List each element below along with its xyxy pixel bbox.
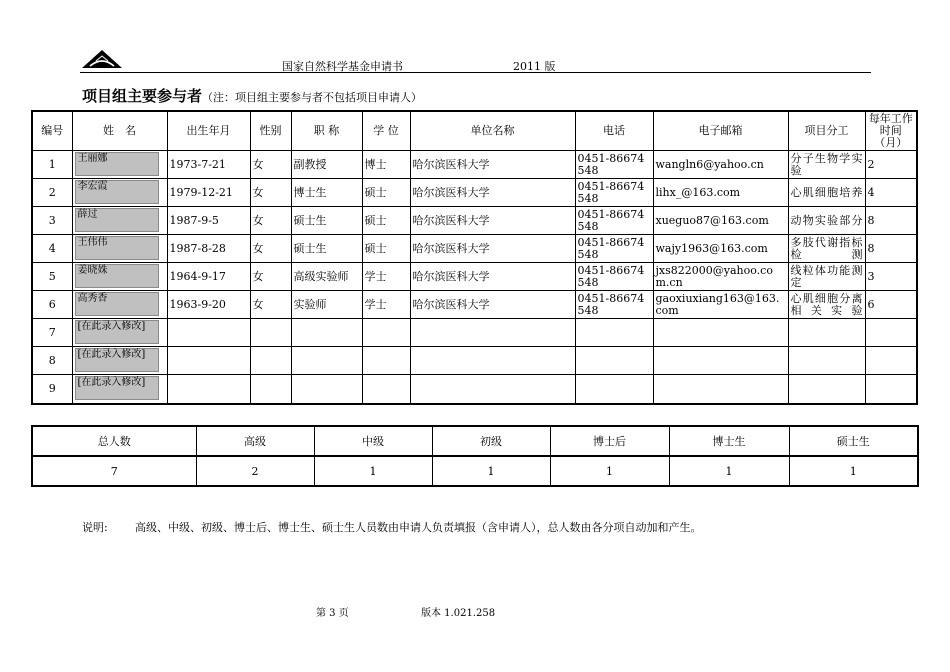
stats-header-middle: 中级 <box>314 426 432 456</box>
member-months-cell[interactable] <box>865 375 917 405</box>
member-email-cell[interactable] <box>653 375 788 405</box>
document-header-year: 2011 版 <box>513 60 556 73</box>
member-months-cell[interactable] <box>865 319 917 347</box>
stats-value-phd[interactable]: 1 <box>669 456 789 486</box>
member-title-cell[interactable]: 高级实验师 <box>291 263 362 291</box>
member-name-cell[interactable] <box>72 291 167 319</box>
members-table-body <box>32 151 917 405</box>
member-phone-cell[interactable] <box>575 347 653 375</box>
table-row <box>32 179 917 207</box>
member-name-cell[interactable] <box>72 263 167 291</box>
table-row <box>32 291 917 319</box>
table-row <box>32 263 917 291</box>
member-months-cell[interactable] <box>865 347 917 375</box>
member-phone-cell[interactable]: 0451-86674548 <box>575 263 653 291</box>
stats-header-phd: 博士生 <box>669 426 789 456</box>
member-degree-cell[interactable] <box>362 319 410 347</box>
name-input-field[interactable]: 姜晓姝 <box>75 264 159 288</box>
col-header-title: 职 称 <box>291 111 362 151</box>
member-email-cell[interactable]: jxs822000@yahoo.com.cn <box>653 263 788 291</box>
member-title-cell[interactable]: 副教授 <box>291 151 362 179</box>
member-months-cell[interactable]: 4 <box>865 179 917 207</box>
member-email-cell[interactable] <box>653 319 788 347</box>
member-sex-cell[interactable]: 女 <box>250 263 291 291</box>
member-degree-cell[interactable]: 学士 <box>362 263 410 291</box>
stats-value-middle[interactable]: 1 <box>314 456 432 486</box>
member-task-cell[interactable]: 多肢代谢指标检测 <box>788 235 865 263</box>
member-phone-cell[interactable] <box>575 319 653 347</box>
member-birth-cell[interactable]: 1963-9-20 <box>167 291 250 319</box>
member-no-cell[interactable]: 1 <box>32 151 72 179</box>
member-degree-cell[interactable] <box>362 375 410 405</box>
name-input-field[interactable]: 薛过 <box>75 208 159 232</box>
member-unit-cell[interactable] <box>410 347 575 375</box>
table-row <box>32 235 917 263</box>
description-label: 说明: <box>82 521 108 534</box>
member-sex-cell[interactable] <box>250 347 291 375</box>
member-name-cell[interactable] <box>72 319 167 347</box>
name-input-field[interactable]: 王丽娜 <box>75 152 159 176</box>
member-title-cell[interactable] <box>291 375 362 405</box>
stats-value-postdoc[interactable]: 1 <box>550 456 669 486</box>
stats-header-postdoc: 博士后 <box>550 426 669 456</box>
member-degree-cell[interactable]: 硕士 <box>362 179 410 207</box>
members-header-row <box>32 111 917 151</box>
member-phone-cell[interactable]: 0451-86674548 <box>575 207 653 235</box>
section-title <box>82 85 422 106</box>
stats-header-master: 硕士生 <box>789 426 918 456</box>
member-birth-cell[interactable]: 1964-9-17 <box>167 263 250 291</box>
stats-table <box>31 425 919 487</box>
col-header-unit: 单位名称 <box>410 111 575 151</box>
member-unit-cell[interactable]: 哈尔滨医科大学 <box>410 179 575 207</box>
member-phone-cell[interactable]: 0451-86674548 <box>575 151 653 179</box>
member-name-cell[interactable] <box>72 347 167 375</box>
member-unit-cell[interactable]: 哈尔滨医科大学 <box>410 291 575 319</box>
member-name-cell[interactable] <box>72 235 167 263</box>
document-header-title: 国家自然科学基金申请书 <box>282 60 403 73</box>
member-title-cell[interactable]: 硕士生 <box>291 235 362 263</box>
member-email-cell[interactable]: wangln6@yahoo.cn <box>653 151 788 179</box>
member-name-cell[interactable] <box>72 375 167 405</box>
member-name-cell[interactable] <box>72 179 167 207</box>
member-months-cell[interactable]: 2 <box>865 151 917 179</box>
stats-header-total: 总人数 <box>32 426 196 456</box>
member-sex-cell[interactable]: 女 <box>250 291 291 319</box>
table-row <box>32 151 917 179</box>
member-unit-cell[interactable] <box>410 319 575 347</box>
stats-value-total[interactable]: 7 <box>32 456 196 486</box>
table-row <box>32 207 917 235</box>
name-input-field[interactable]: 高秀香 <box>75 292 159 316</box>
member-unit-cell[interactable]: 哈尔滨医科大学 <box>410 151 575 179</box>
member-phone-cell[interactable]: 0451-86674548 <box>575 291 653 319</box>
member-task-cell[interactable]: 动物实验部分 <box>788 207 865 235</box>
member-unit-cell[interactable]: 哈尔滨医科大学 <box>410 263 575 291</box>
member-task-cell[interactable]: 线粒体功能测定 <box>788 263 865 291</box>
member-title-cell[interactable]: 博士生 <box>291 179 362 207</box>
name-input-field[interactable]: [在此录入修改] <box>75 320 159 344</box>
stats-value-junior[interactable]: 1 <box>432 456 550 486</box>
member-email-cell[interactable]: xueguo87@163.com <box>653 207 788 235</box>
member-phone-cell[interactable]: 0451-86674548 <box>575 235 653 263</box>
member-birth-cell[interactable]: 1973-7-21 <box>167 151 250 179</box>
member-sex-cell[interactable]: 女 <box>250 179 291 207</box>
member-unit-cell[interactable]: 哈尔滨医科大学 <box>410 235 575 263</box>
member-name-cell[interactable] <box>72 207 167 235</box>
member-birth-cell[interactable]: 1987-9-5 <box>167 207 250 235</box>
member-email-cell[interactable] <box>653 347 788 375</box>
member-task-cell[interactable] <box>788 319 865 347</box>
member-phone-cell[interactable]: 0451-86674548 <box>575 179 653 207</box>
header-divider <box>80 72 871 73</box>
member-months-cell[interactable]: 8 <box>865 207 917 235</box>
name-input-field[interactable]: 王伟伟 <box>75 236 159 260</box>
member-degree-cell[interactable] <box>362 347 410 375</box>
member-degree-cell[interactable]: 博士 <box>362 151 410 179</box>
col-header-sex: 性别 <box>250 111 291 151</box>
member-degree-cell[interactable]: 学士 <box>362 291 410 319</box>
col-header-email: 电子邮箱 <box>653 111 788 151</box>
member-phone-cell[interactable] <box>575 375 653 405</box>
name-input-field[interactable]: [在此录入修改] <box>75 348 159 372</box>
stats-value-row <box>32 456 918 486</box>
member-task-cell[interactable]: 心肌细胞培养 <box>788 179 865 207</box>
member-birth-cell[interactable]: 1979-12-21 <box>167 179 250 207</box>
stats-value-senior[interactable]: 2 <box>196 456 314 486</box>
section-title-text: 项目组主要参与者 <box>82 87 203 105</box>
stats-value-master[interactable]: 1 <box>789 456 918 486</box>
member-title-cell[interactable]: 硕士生 <box>291 207 362 235</box>
member-no-cell[interactable]: 2 <box>32 179 72 207</box>
member-unit-cell[interactable] <box>410 375 575 405</box>
table-row <box>32 375 917 405</box>
member-months-cell[interactable]: 6 <box>865 291 917 319</box>
member-sex-cell[interactable]: 女 <box>250 207 291 235</box>
member-title-cell[interactable]: 实验师 <box>291 291 362 319</box>
col-header-degree: 学 位 <box>362 111 410 151</box>
member-no-cell[interactable]: 4 <box>32 235 72 263</box>
member-sex-cell[interactable] <box>250 375 291 405</box>
member-no-cell[interactable]: 5 <box>32 263 72 291</box>
member-email-cell[interactable]: wajy1963@163.com <box>653 235 788 263</box>
col-header-birth: 出生年月 <box>167 111 250 151</box>
member-email-cell[interactable]: gaoxiuxiang163@163.com <box>653 291 788 319</box>
col-header-phone: 电话 <box>575 111 653 151</box>
member-birth-cell[interactable] <box>167 347 250 375</box>
member-birth-cell[interactable] <box>167 375 250 405</box>
stats-header-junior: 初级 <box>432 426 550 456</box>
col-header-task: 项目分工 <box>788 111 865 151</box>
table-row <box>32 347 917 375</box>
nsfc-logo-icon <box>82 48 122 70</box>
stats-header-senior: 高级 <box>196 426 314 456</box>
name-input-field[interactable]: 李宏霞 <box>75 180 159 204</box>
table-row <box>32 319 917 347</box>
member-degree-cell[interactable]: 硕士 <box>362 207 410 235</box>
member-birth-cell[interactable]: 1987-8-28 <box>167 235 250 263</box>
member-no-cell[interactable]: 9 <box>32 375 72 405</box>
col-header-name: 姓 名 <box>72 111 167 151</box>
member-email-cell[interactable]: lihx_@163.com <box>653 179 788 207</box>
section-note: （注：项目组主要参与者不包括项目申请人） <box>202 91 423 104</box>
col-header-no: 编号 <box>32 111 72 151</box>
members-table <box>31 110 918 405</box>
name-input-field[interactable]: [在此录入修改] <box>75 376 159 400</box>
member-sex-cell[interactable]: 女 <box>250 235 291 263</box>
member-task-cell[interactable] <box>788 375 865 405</box>
member-degree-cell[interactable]: 硕士 <box>362 235 410 263</box>
member-months-cell[interactable]: 8 <box>865 235 917 263</box>
stats-header-row <box>32 426 918 456</box>
member-task-cell[interactable] <box>788 347 865 375</box>
footer-page-number: 第 3 页 <box>316 608 349 619</box>
member-title-cell[interactable] <box>291 347 362 375</box>
member-birth-cell[interactable] <box>167 319 250 347</box>
member-no-cell[interactable]: 8 <box>32 347 72 375</box>
footer-version: 版本 1.021.258 <box>421 608 496 619</box>
member-title-cell[interactable] <box>291 319 362 347</box>
member-months-cell[interactable]: 3 <box>865 263 917 291</box>
member-no-cell[interactable]: 7 <box>32 319 72 347</box>
member-sex-cell[interactable] <box>250 319 291 347</box>
member-sex-cell[interactable]: 女 <box>250 151 291 179</box>
member-no-cell[interactable]: 6 <box>32 291 72 319</box>
member-task-cell[interactable]: 心肌细胞分离相关实验 <box>788 291 865 319</box>
col-header-months: 每年工作时间（月） <box>865 111 917 151</box>
member-no-cell[interactable]: 3 <box>32 207 72 235</box>
member-unit-cell[interactable]: 哈尔滨医科大学 <box>410 207 575 235</box>
member-task-cell[interactable]: 分子生物学实验 <box>788 151 865 179</box>
description-text: 高级、中级、初级、博士后、博士生、硕士生人员数由申请人负责填报（含申请人），总人数由各分项自动加和产生。 <box>135 521 702 534</box>
member-name-cell[interactable] <box>72 151 167 179</box>
